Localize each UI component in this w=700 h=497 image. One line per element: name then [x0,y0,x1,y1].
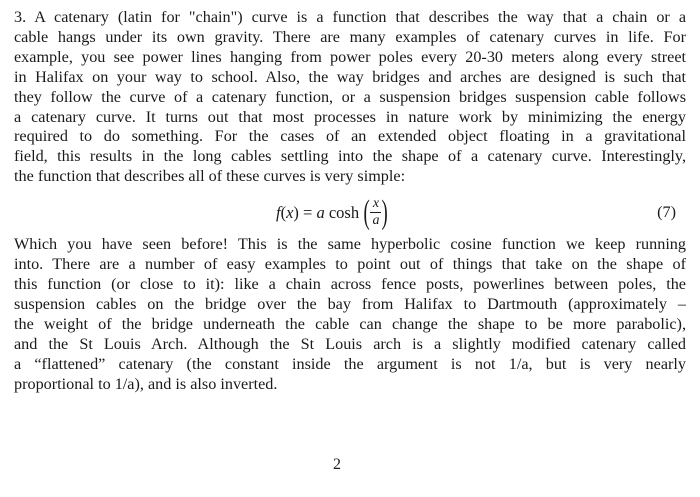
text-line: cable hangs under its own gravity. There are many examples of catenary curves in life. For [14,27,686,46]
eq-equals: = [298,202,317,222]
document-page [14,8,686,394]
text-line: and the St Louis Arch. Although the St Louis arch is a slightly modified catenary called [14,334,686,353]
text-line: the weight of the bridge underneath the cable can change the shape to be more parabolic), [14,314,686,333]
text-line: into. There are a number of easy examples to point out of things that take on the shape of [14,255,686,274]
text-line: the function that describes all of these curves is very simple: [14,167,406,186]
equation-number: (7) [657,203,676,222]
eq-variable: x [286,202,294,222]
text-line: Which you have seen before! This is the same hyperbolic cosine function we keep running [14,235,686,254]
eq-coefficient: a [316,202,325,222]
text-line: proportional to 1/a), and is also inverted. [14,374,278,393]
text-line: suspension cables on the bridge over the bay from Halifax to Dartmouth (approximately – [14,294,686,313]
eq-fraction [370,197,381,228]
page-number: 2 [333,456,341,473]
eq-numerator: x [372,196,380,212]
text-line: example, you see power lines hanging from power poles every 20-30 meters along every street [14,47,686,66]
eq-open-paren: ( [280,202,287,222]
eq-close-paren: ) [293,202,299,222]
eq-function-name: f [276,202,281,222]
equation-body [276,193,389,231]
text-line: field, this results in the long cables settling into the shape of a catenary curve. Interestingly, [14,147,686,166]
equation-7 [14,191,686,235]
text-line: 3. A catenary (latin for "chain") curve is a function that describes the way that a chain or a [14,8,686,26]
eq-big-open-paren: ( [363,193,370,231]
text-line: a “flattened” catenary (the constant inside the argument is not 1/a, but is very nearly [14,354,686,373]
eq-cosh: cosh [324,202,360,222]
text-line: a catenary curve. It turns out that most processes in nature work by minimizing the energy [14,107,686,126]
eq-denominator: a [372,213,380,229]
paragraph-explanation [14,235,686,394]
eq-big-close-paren: ) [381,193,389,231]
text-line: in Halifax on your way to school. Also, the way bridges and arches are designed is such that [14,67,686,86]
text-line: this function (or close to it): like a chain across fence posts, powerlines between poles, the [14,274,686,293]
text-line: they follow the curve of a catenary function, or a suspension bridges suspension cable follows [14,87,686,106]
text-line: required to do something. For the cases of an extended object floating in a gravitational [14,127,686,146]
paragraph-problem-3 [14,8,686,187]
